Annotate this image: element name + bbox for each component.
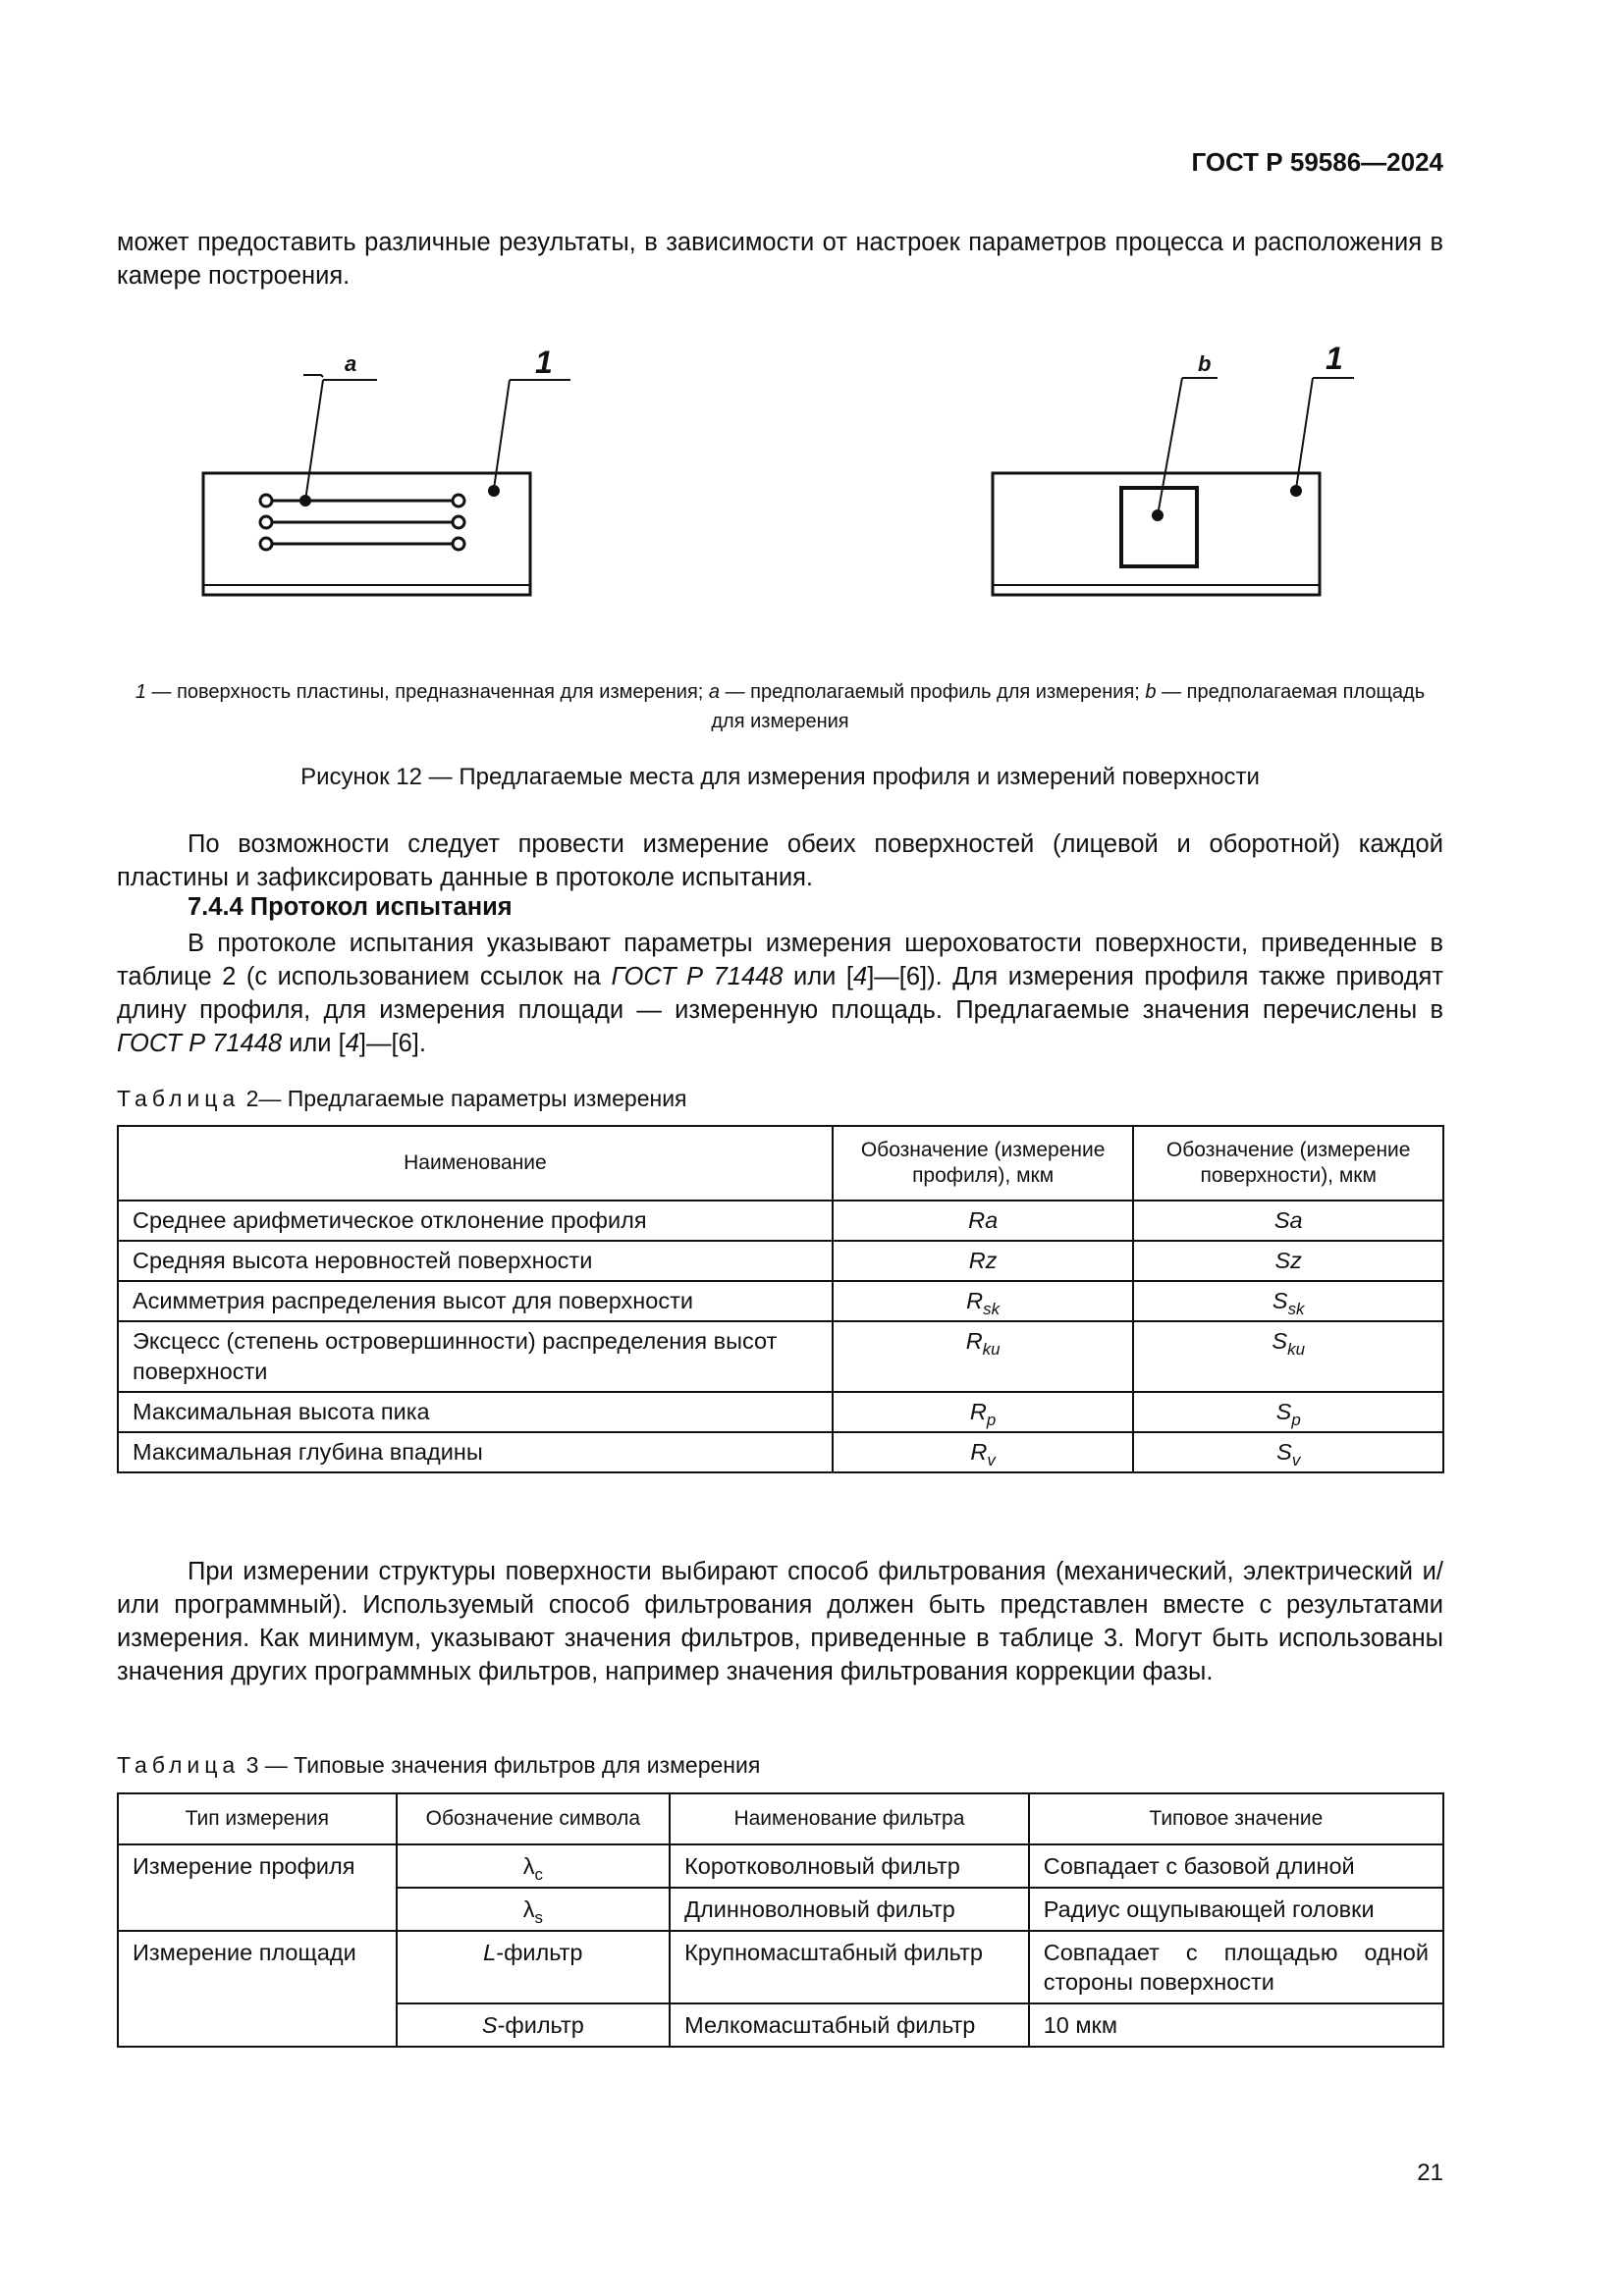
label-1-right: 1 [1326, 341, 1343, 376]
filter-symbol: S-фильтр [397, 2003, 671, 2047]
profile-symbol: $R_p$ [833, 1392, 1134, 1432]
left-plate [203, 473, 530, 595]
profile-symbol: $R_v$ [833, 1432, 1134, 1472]
paragraph-protocol: В протоколе испытания указывают параметры измерения шероховатости поверхности, приведенные в таблице 2 (с использованием ссылок на ГОСТ Р 71448 или [4]—[6]). Для измерения профиля также приводят длину профиля, для измерения площади — измеренную площадь. Предлагаемые значения перечислены в ГОСТ Р 71448 или [4]—[6]. [117, 930, 1443, 1057]
figure-legend: 1 — поверхность пластины, предназначенная для измерения; a — предполагаемый профиль для измерения; b — предполагаемая площадь для измерения [135, 681, 1426, 732]
param-name: Эксцесс (степень островершинности) распределения высот поверхности [118, 1321, 833, 1392]
typical-value: Радиус ощупывающей головки [1029, 1888, 1443, 1931]
filter-name: Крупномасштабный фильтр [670, 1931, 1029, 2003]
measurement-area [1121, 488, 1197, 566]
label-a: a [345, 351, 357, 376]
point-b [1152, 509, 1164, 521]
table-row [118, 1432, 1443, 1472]
table3-header-row [118, 1793, 1443, 1844]
filter-symbol: $\lambda_c$ [397, 1844, 671, 1888]
filter-symbol: $\lambda_s$ [397, 1888, 671, 1931]
table2-header-surface: Обозначение (измерение поверхности), мкм [1133, 1126, 1443, 1201]
paragraph-both-surfaces: По возможности следует провести измерение обеих поверхностей (лицевой и оборотной) каждой пластины и зафиксировать данные в протоколе испытания. [117, 830, 1443, 891]
point-1-left [488, 485, 500, 497]
profile-lines [260, 495, 464, 550]
table-row [118, 1392, 1443, 1432]
profile-symbol: Rz [833, 1241, 1134, 1281]
filter-name: Мелкомасштабный фильтр [670, 2003, 1029, 2047]
paragraph-filtering: При измерении структуры поверхности выбирают способ фильтрования (механический, электрический и/или программный). Используемый способ фильтрования должен быть представлен вместе с результатами измерения. Как минимум, указывают значения фильтров, приведенные в таблице 3. Могут быть использованы значения других программных фильтров, например значения фильтрования коррекции фазы. [117, 1558, 1443, 1685]
section-heading: 7.4.4 Протокол испытания [188, 893, 513, 921]
param-name: Максимальная высота пика [118, 1392, 833, 1432]
table3-header-value: Типовое значение [1029, 1793, 1443, 1844]
leader-a-diag [305, 380, 323, 501]
table-row [118, 1241, 1443, 1281]
leader-a [303, 375, 323, 377]
table3-header-type: Тип измерения [118, 1793, 397, 1844]
typical-value: Совпадает с площадью одной стороны поверхности [1029, 1931, 1443, 2003]
profile-symbol: $R_{ku}$ [833, 1321, 1134, 1392]
table-row [118, 1844, 1443, 1888]
table-row [118, 1201, 1443, 1241]
label-1-left: 1 [535, 345, 553, 380]
surface-symbol: $S_{ku}$ [1133, 1321, 1443, 1392]
surface-symbol: Sa [1133, 1201, 1443, 1241]
figure-12 [117, 334, 1443, 618]
table2-header-row [118, 1126, 1443, 1201]
table3-title: Таблица 3 — Типовые значения фильтров для измерения [117, 1752, 761, 1778]
surface-symbol: $S_p$ [1133, 1392, 1443, 1432]
document-code: ГОСТ Р 59586—2024 [1191, 147, 1443, 177]
figure-caption: Рисунок 12 — Предлагаемые места для измерения профиля и измерений поверхности [300, 764, 1260, 790]
table3-header-symbol: Обозначение символа [397, 1793, 671, 1844]
filter-name: Коротковолновый фильтр [670, 1844, 1029, 1888]
filter-symbol: L-фильтр [397, 1931, 671, 2003]
right-plate [993, 473, 1320, 595]
surface-symbol: $S_v$ [1133, 1432, 1443, 1472]
typical-value: Совпадает с базовой длиной [1029, 1844, 1443, 1888]
leader-b-diag [1158, 378, 1182, 515]
point-1-right [1290, 485, 1302, 497]
surface-symbol: $S_{sk}$ [1133, 1281, 1443, 1321]
filter-name: Длинноволновый фильтр [670, 1888, 1029, 1931]
table-row [118, 1321, 1443, 1392]
measurement-type: Измерение площади [118, 1931, 397, 2047]
table2 [117, 1125, 1444, 1473]
table3 [117, 1792, 1444, 2048]
table2-header-name: Наименование [118, 1126, 833, 1201]
param-name: Средняя высота неровностей поверхности [118, 1241, 833, 1281]
measurement-type: Измерение профиля [118, 1844, 397, 1931]
table2-title: Таблица 2— Предлагаемые параметры измерения [117, 1086, 687, 1111]
table-row [118, 1281, 1443, 1321]
label-b: b [1198, 351, 1212, 376]
point-a [299, 495, 311, 507]
table3-header-filter: Наименование фильтра [670, 1793, 1029, 1844]
typical-value: 10 мкм [1029, 2003, 1443, 2047]
surface-symbol: Sz [1133, 1241, 1443, 1281]
table2-header-profile: Обозначение (измерение профиля), мкм [833, 1126, 1134, 1201]
profile-symbol: $R_{sk}$ [833, 1281, 1134, 1321]
intro-paragraph: может предоставить различные результаты, в зависимости от настроек параметров процесса и расположения в камере построения. [117, 229, 1443, 290]
table-row [118, 1931, 1443, 2003]
param-name: Асимметрия распределения высот для поверхности [118, 1281, 833, 1321]
page-number: 21 [1417, 2160, 1443, 2186]
param-name: Среднее арифметическое отклонение профиля [118, 1201, 833, 1241]
param-name: Максимальная глубина впадины [118, 1432, 833, 1472]
profile-symbol: Ra [833, 1201, 1134, 1241]
